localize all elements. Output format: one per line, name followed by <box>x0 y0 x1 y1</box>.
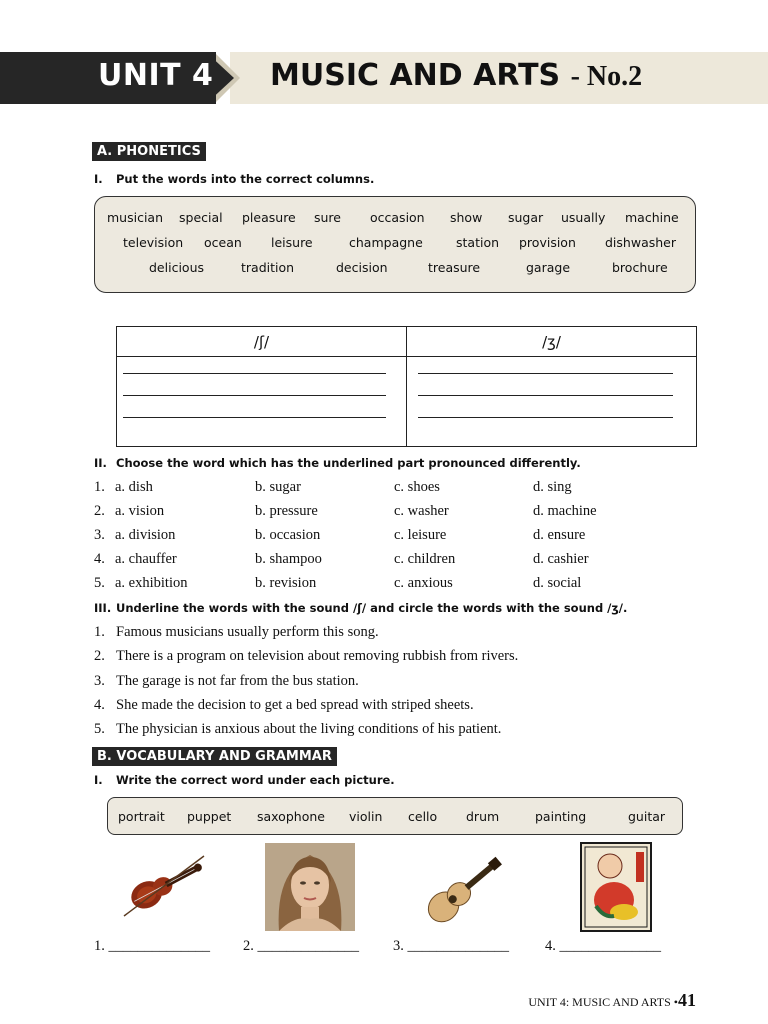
vocab-word: drum <box>466 809 500 824</box>
column-header-sh: /ʃ/ <box>117 327 407 357</box>
word: delicious <box>149 260 204 275</box>
question-number: 3. <box>94 527 105 543</box>
part-num: II. <box>94 456 107 470</box>
sentence <box>94 648 518 665</box>
sentence-text[interactable]: She made the decision to get a bed spread with striped sheets. <box>116 697 474 713</box>
option-a[interactable]: a. chauffer <box>115 551 177 567</box>
option-d[interactable]: d. ensure <box>533 527 586 543</box>
option-b[interactable]: b. pressure <box>255 503 318 519</box>
option-c[interactable]: c. children <box>394 551 456 567</box>
answer-blank-4[interactable]: 4. ______________ <box>545 938 661 954</box>
section-b-label: B. VOCABULARY AND GRAMMAR <box>92 747 337 766</box>
sentence-number: 2. <box>94 648 105 664</box>
option-c[interactable]: c. shoes <box>394 479 440 495</box>
word: garage <box>526 260 571 275</box>
word: tradition <box>241 260 295 275</box>
vocab-word: puppet <box>187 809 232 824</box>
word: television <box>123 235 184 250</box>
sentence <box>94 697 474 714</box>
part-num: I. <box>94 773 103 787</box>
part-ii-instruction <box>94 456 581 470</box>
option-b[interactable]: b. occasion <box>255 527 321 543</box>
instruction-text: Underline the words with the sound /ʃ/ and circle the words with the sound /ʒ/. <box>116 601 628 615</box>
word: usually <box>561 210 606 225</box>
instruction-text: Put the words into the correct columns. <box>116 172 375 186</box>
option-a[interactable]: a. exhibition <box>115 575 188 591</box>
title-sub: - No.2 <box>570 61 643 92</box>
part-i-instruction <box>94 172 374 186</box>
answer-cell[interactable] <box>407 357 697 447</box>
sentence <box>94 721 501 738</box>
option-d[interactable]: d. machine <box>533 503 597 519</box>
vocab-word: cello <box>408 809 438 824</box>
option-d[interactable]: d. cashier <box>533 551 589 567</box>
title-main: MUSIC AND ARTS <box>270 58 561 93</box>
word: musician <box>107 210 164 225</box>
part-b-i-instruction <box>94 773 395 787</box>
word: special <box>179 210 223 225</box>
word: sure <box>314 210 341 225</box>
question-row <box>94 503 694 523</box>
sentence-text[interactable]: The garage is not far from the bus station. <box>116 673 359 689</box>
sentence-number: 4. <box>94 697 105 713</box>
instruction-text: Choose the word which has the underlined part pronounced differently. <box>116 456 581 470</box>
part-iii-instruction <box>94 601 627 615</box>
option-b[interactable]: b. shampoo <box>255 551 322 567</box>
answer-blank-3[interactable]: 3. ______________ <box>393 938 509 954</box>
word-box <box>94 196 696 293</box>
option-d[interactable]: d. social <box>533 575 582 591</box>
page-number: 41 <box>678 990 696 1010</box>
answer-line <box>418 417 673 418</box>
option-a[interactable]: a. division <box>115 527 176 543</box>
sentence-text[interactable]: There is a program on television about removing rubbish from rivers. <box>116 648 519 664</box>
question-row <box>94 551 694 571</box>
vocab-word: painting <box>535 809 587 824</box>
question-row <box>94 479 694 499</box>
answer-blank-1[interactable]: 1. ______________ <box>94 938 210 954</box>
word: ocean <box>204 235 242 250</box>
option-c[interactable]: c. washer <box>394 503 449 519</box>
option-c[interactable]: c. leisure <box>394 527 447 543</box>
sentence-number: 3. <box>94 673 105 689</box>
vocab-word: guitar <box>628 809 666 824</box>
word: sugar <box>508 210 544 225</box>
painting-picture <box>580 842 652 932</box>
question-row <box>94 575 694 595</box>
word: dishwasher <box>605 235 676 250</box>
instruction-text: Write the correct word under each picture. <box>116 773 395 787</box>
question-row <box>94 527 694 547</box>
word: show <box>450 210 483 225</box>
question-number: 2. <box>94 503 105 519</box>
answer-line <box>123 395 386 396</box>
word: treasure <box>428 260 481 275</box>
sentence-text[interactable]: Famous musicians usually perform this song. <box>116 624 379 640</box>
option-a[interactable]: a. vision <box>115 503 165 519</box>
option-c[interactable]: c. anxious <box>394 575 453 591</box>
option-b[interactable]: b. revision <box>255 575 317 591</box>
answer-cell[interactable] <box>117 357 407 447</box>
part-num: I. <box>94 172 103 186</box>
word: brochure <box>612 260 668 275</box>
column-header-zh: /ʒ/ <box>407 327 697 357</box>
sentence-text[interactable]: The physician is anxious about the living conditions of his patient. <box>116 721 502 737</box>
word: leisure <box>271 235 313 250</box>
vocab-word: portrait <box>118 809 165 824</box>
phonetics-table <box>116 326 697 447</box>
sentence <box>94 673 359 690</box>
vocab-word: violin <box>349 809 383 824</box>
footer-text: UNIT 4: MUSIC AND ARTS • <box>528 995 678 1009</box>
page-title <box>270 58 642 93</box>
portrait-picture <box>265 843 355 931</box>
word: station <box>456 235 500 250</box>
sentence <box>94 624 379 641</box>
word: decision <box>336 260 388 275</box>
part-num: III. <box>94 601 112 615</box>
answer-blank-2[interactable]: 2. ______________ <box>243 938 359 954</box>
page-footer <box>528 990 696 1011</box>
answer-line <box>123 373 386 374</box>
vocab-word: saxophone <box>257 809 325 824</box>
question-number: 4. <box>94 551 105 567</box>
violin-picture <box>116 846 210 924</box>
option-a[interactable]: a. dish <box>115 479 153 495</box>
option-d[interactable]: d. sing <box>533 479 572 495</box>
unit-label: UNIT 4 <box>98 58 214 93</box>
answer-line <box>418 373 673 374</box>
word: machine <box>625 210 679 225</box>
answer-line <box>418 395 673 396</box>
vocab-box <box>107 797 683 835</box>
word: champagne <box>349 235 423 250</box>
option-b[interactable]: b. sugar <box>255 479 301 495</box>
word: occasion <box>370 210 425 225</box>
sentence-number: 1. <box>94 624 105 640</box>
word: provision <box>519 235 576 250</box>
question-number: 5. <box>94 575 105 591</box>
sentence-number: 5. <box>94 721 105 737</box>
question-number: 1. <box>94 479 105 495</box>
section-a-label: A. PHONETICS <box>92 142 206 161</box>
answer-line <box>123 417 386 418</box>
word: pleasure <box>242 210 296 225</box>
guitar-picture <box>414 844 512 932</box>
